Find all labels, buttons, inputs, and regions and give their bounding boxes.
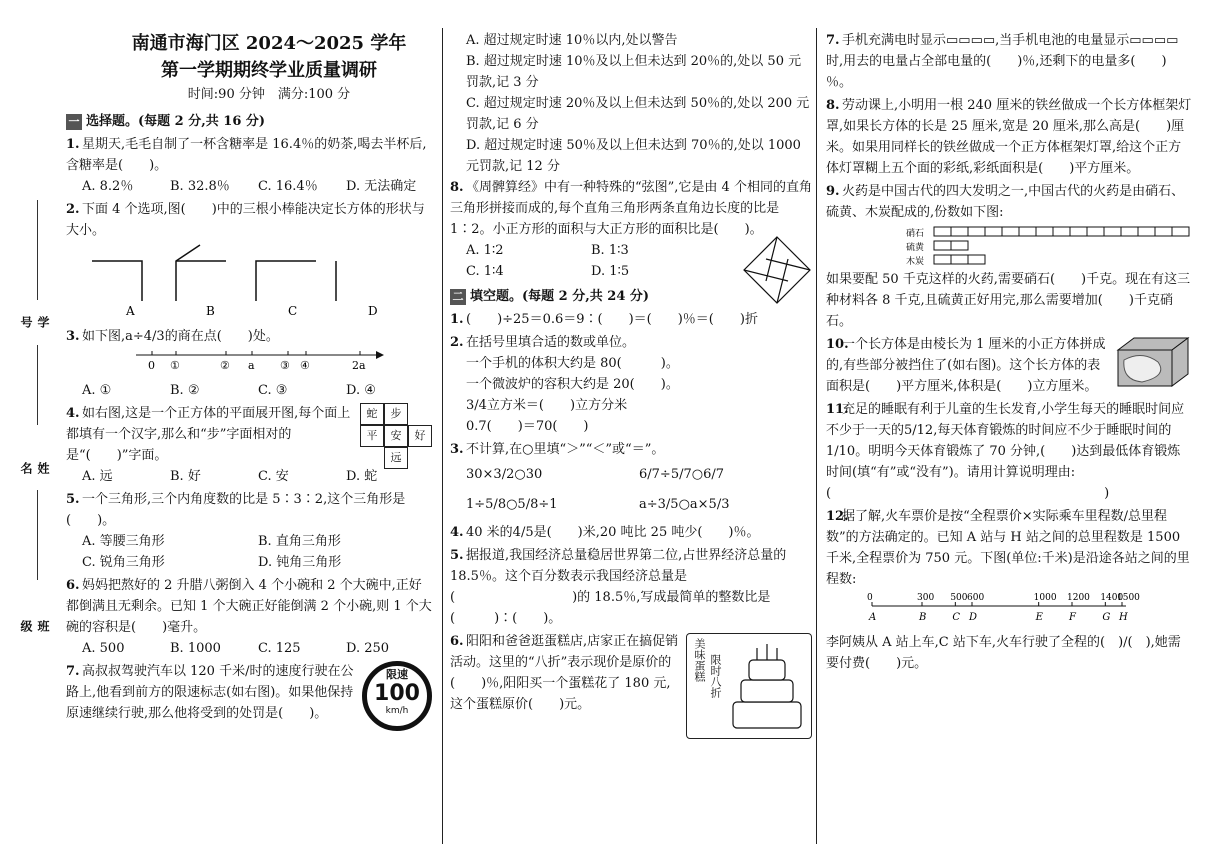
column-3	[826, 30, 1192, 676]
question-text: 一个三角形,三个内角度数的比是 5∶3∶2,这个三角形是( )。	[66, 492, 406, 528]
string-figure	[742, 235, 812, 305]
bar-segment	[1036, 227, 1053, 236]
question-text: 如下图,a÷4/3的商在点( )处。	[82, 329, 279, 344]
rail-tick-label: 300	[917, 593, 935, 603]
rail-tick-label: 0	[867, 593, 873, 603]
q7-option[interactable]: A. 超过规定时速 10％以内,处以警告	[466, 33, 678, 48]
exam-title-line2: 第一学期期终学业质量调研	[161, 60, 377, 81]
question-number: 7.	[826, 33, 840, 48]
question-text: 一个长方体是由棱长为 1 厘米的小正方体拼成的,有些部分被挡住了(如右图)。这个长方体的表面积是( )平方厘米,体积是( )立方厘米。	[826, 337, 1106, 394]
bar-segment	[951, 227, 968, 236]
bar-segment	[985, 227, 1002, 236]
rail-tick-label: 600	[967, 593, 985, 603]
question-text: ( )÷25＝0.6＝9∶( )＝( )％＝( )折	[466, 312, 758, 327]
stick-figures	[66, 241, 406, 317]
question-number: 9.	[826, 184, 840, 199]
bar-label: 硫黄	[906, 243, 925, 253]
option[interactable]: C. 1∶4	[466, 264, 504, 279]
options	[450, 240, 716, 282]
question-number: 8.	[450, 180, 464, 195]
exam-info: 时间:90 分钟 满分:100 分	[187, 87, 351, 102]
question-number: 1.	[450, 312, 464, 327]
question-number: 5.	[66, 492, 80, 507]
fill-2	[450, 332, 812, 437]
bar-segment	[968, 255, 985, 264]
option[interactable]: A. 远	[82, 469, 113, 484]
net-face: 平	[360, 425, 384, 447]
column-2	[450, 30, 812, 717]
station-label: E	[1035, 612, 1043, 623]
bar-segment	[1172, 227, 1189, 236]
tick-label: ②	[220, 359, 230, 372]
station-label: H	[1119, 612, 1128, 623]
question-text: 不计算,在○里填“＞”“＜”或“＝”。	[466, 442, 665, 457]
exam-title-line1: 南通市海门区 2024～2025 学年	[131, 33, 407, 54]
figure-label: A	[126, 304, 135, 317]
question-number: 11.	[826, 402, 849, 417]
options	[66, 638, 434, 659]
option[interactable]: B. ②	[170, 383, 200, 398]
rail-tick-label: 500	[950, 593, 968, 603]
option[interactable]: D. 1∶5	[591, 264, 630, 279]
line: 0.7( )＝70( )	[466, 419, 589, 434]
line: 一个手机的体积大约是 80( )。	[466, 356, 679, 371]
option[interactable]: A. ①	[82, 383, 112, 398]
sign-top-text: 限速	[386, 668, 408, 681]
question-text: 在括号里填合适的数或单位。	[466, 335, 636, 350]
fill-4	[450, 522, 812, 543]
bar-segment	[1070, 227, 1087, 236]
bar-segment	[1019, 227, 1036, 236]
option[interactable]: B. 1∶3	[591, 243, 629, 258]
ad-text: 美味蛋糕	[693, 638, 706, 682]
question-6	[66, 575, 434, 659]
rail-tick-label: 1500	[1117, 593, 1140, 603]
options	[66, 380, 434, 401]
fill-3	[450, 439, 812, 520]
section-heading	[66, 111, 434, 132]
sign-number: 100	[374, 681, 420, 706]
bar-segment	[1087, 227, 1104, 236]
question-text: 据了解,火车票价是按“全程票价×实际乘车里程数/总里程数”的方法确定的。已知 A 站与 H 站之间的总里程数是 1500 千米,全程票价为 750 元。下图(单位:千米)是沿途各站之间的里程数:	[826, 509, 1190, 587]
q7-option[interactable]: C. 超过规定时速 20％及以上但未达到 50％的,处以 200 元罚款,记 6 分	[466, 96, 810, 132]
question-number: 12.	[826, 509, 849, 524]
question-number: 4.	[66, 406, 80, 421]
question-number: 10.	[826, 337, 849, 352]
column-divider	[816, 28, 817, 844]
expression: 1÷5/8○5/8÷1	[466, 497, 558, 512]
column-divider	[442, 28, 443, 844]
question-number: 5.	[450, 548, 464, 563]
figure-label: C	[288, 304, 298, 317]
station-label: C	[952, 612, 960, 623]
question-number: 1.	[66, 137, 80, 152]
figure-a-sticks	[92, 261, 142, 301]
net-face: 安	[384, 425, 408, 447]
bar-segment	[934, 227, 951, 236]
fill-6	[450, 631, 812, 715]
fill-11	[826, 399, 1192, 504]
option[interactable]: A. 8.2％	[82, 179, 134, 194]
figure-b-sticks	[176, 245, 200, 301]
question-number: 2.	[66, 202, 80, 217]
question-text: 下面 4 个选项,图( )中的三根小棒能决定长方体的形状与大小。	[66, 202, 425, 238]
tick-label: ①	[170, 359, 180, 372]
question-text: 据报道,我国经济总量稳居世界第二位,占世界经济总量的 18.5％。这个百分数表示我国经济总量是( )的 18.5％,写成最简单的整数比是( )∶( )。	[450, 548, 787, 626]
line	[37, 345, 38, 425]
class-label: 班级	[19, 620, 50, 632]
bar-segment	[1138, 227, 1155, 236]
fill-8	[826, 95, 1192, 179]
question-number: 6.	[450, 634, 464, 649]
station-label: F	[1069, 612, 1076, 623]
option[interactable]: D. 250	[346, 641, 390, 656]
question-number: 8.	[826, 98, 840, 113]
tick-label: 2a	[352, 359, 366, 372]
net-face: 步	[384, 403, 408, 425]
rail-tick-label: 1000	[1033, 593, 1057, 603]
question-number: 3.	[450, 442, 464, 457]
figure-c-sticks	[256, 261, 316, 301]
figure-label: B	[206, 304, 215, 317]
question-number: 7.	[66, 664, 80, 679]
fill-1	[450, 309, 812, 330]
name-line	[37, 490, 38, 580]
question-text: 妈妈把熬好的 2 升腊八粥倒入 4 个小碗和 2 个大碗中,正好都倒满且无剩余。已知 1 个大碗正好能倒满 2 个小碗,则 1 个大碗的容积是( )毫升。	[66, 578, 432, 635]
bar-segment	[1121, 227, 1138, 236]
option[interactable]: A. 1∶2	[466, 243, 504, 258]
question-text: 如右图,这是一个正方体的平面展开图,每个面上都填有一个汉字,那么和“步”字面相对的是“( )”字面。	[66, 406, 351, 463]
sign-unit: km/h	[385, 706, 409, 716]
bar-segment	[968, 227, 985, 236]
bar-label: 木炭	[906, 257, 925, 267]
station-label: G	[1102, 612, 1111, 623]
option[interactable]: B. 32.8％	[170, 179, 230, 194]
q7-option[interactable]: B. 超过规定时速 10％及以上但未达到 20％的,处以 50 元罚款,记 3 分	[466, 54, 802, 90]
bar-segment	[934, 241, 951, 250]
gunpowder-ratio-bars	[906, 223, 1206, 269]
option[interactable]: B. 直角三角形	[258, 534, 341, 549]
expression: a÷3/5○a×5/3	[639, 497, 730, 512]
question-text: 高叔叔驾驶汽车以 120 千米/时的速度行驶在公路上,他看到前方的限速标志(如右图)。如果他保持原速继续行驶,那么他将受到的处罚是( )。	[66, 664, 354, 721]
option[interactable]: A. 500	[82, 641, 125, 656]
rail-tick-label: 1200	[1067, 593, 1090, 603]
question-2	[66, 199, 434, 324]
fill-10	[826, 334, 1192, 397]
student-id-label: 学号	[19, 316, 50, 328]
options	[66, 176, 434, 197]
option[interactable]: D. 钝角三角形	[258, 555, 342, 570]
fill-12	[826, 506, 1192, 674]
option[interactable]: D. 无法确定	[346, 179, 417, 194]
cake-icon	[727, 638, 807, 734]
expression: 6/7÷5/7○6/7	[639, 467, 725, 482]
q7-option[interactable]: D. 超过规定时速 50％及以上但未达到 70％的,处以 1000 元罚款,记 12 分	[466, 138, 801, 174]
fill-7	[826, 30, 1192, 93]
option[interactable]: B. 1000	[170, 641, 221, 656]
cake-ad	[686, 633, 812, 739]
question-number: 2.	[450, 335, 464, 350]
question-number: 3.	[66, 329, 80, 344]
question-text: 星期天,毛毛自制了一杯含糖率是 16.4％的奶茶,喝去半杯后,含糖率是( )。	[66, 137, 427, 173]
net-face: 好	[408, 425, 432, 447]
section-title: 填空题。(每题 2 分,共 24 分)	[470, 289, 650, 304]
question-text: 火药是中国古代的四大发明之一,中国古代的火药是由硝石、硫黄、木炭配成的,份数如下图:	[826, 184, 1185, 220]
option[interactable]: C. 16.4％	[258, 179, 318, 194]
question-number: 4.	[450, 525, 464, 540]
figure-label: D	[368, 304, 378, 317]
option[interactable]: D. 蛇	[346, 469, 378, 484]
option[interactable]: B. 好	[170, 469, 201, 484]
net-face: 蛇	[360, 403, 384, 425]
bar-segment	[1002, 227, 1019, 236]
bar-segment	[1104, 227, 1121, 236]
question-text: 充足的睡眠有利于儿童的生长发育,小学生每天的睡眠时间应不少于一天的5/12,每天体育锻炼的时间应不少于睡眠时间的1/10。明明今天体育锻炼了 70 分钟,( )达到最低体育锻炼时间(填“有”或“没有”)。请用计算说明理由:( )	[826, 402, 1185, 501]
student-id-line	[37, 200, 38, 300]
fill-9	[826, 181, 1192, 332]
section-number: 一	[66, 114, 82, 130]
question-4	[66, 403, 434, 487]
option[interactable]: C. ③	[258, 383, 288, 398]
question-text: 《周髀算经》中有一种特殊的“弦图”,它是由 4 个相同的直角三角形拼接而成的,每个直角三角形两条直角边长度的比是 1∶2。小正方形的面积与大正方形的面积比是( )。	[450, 180, 812, 237]
question-text: 手机充满电时显示▭▭▭▭,当手机电池的电量显示▭▭▭▭时,用去的电量占全部电量的( )％,还剩下的电量多( )％。	[826, 33, 1179, 90]
fill-5	[450, 545, 812, 629]
options	[66, 466, 434, 487]
tick-label: 0	[148, 359, 155, 372]
question-text: 如果要配 50 千克这样的火药,需要硝石( )千克。现在有这三种材料各 8 千克,且硫黄正好用完,那么需要增加( )千克硝石。	[826, 272, 1191, 329]
question-5	[66, 489, 434, 573]
question-1	[66, 134, 434, 197]
cube-net	[360, 403, 434, 469]
bar-segment	[951, 255, 968, 264]
question-3	[66, 326, 434, 401]
name-label: 姓名	[19, 462, 50, 474]
railway-mileage-line	[866, 590, 1196, 632]
tick-label: ④	[300, 359, 310, 372]
station-label: D	[969, 612, 978, 623]
bar-label: 硝石	[906, 229, 925, 239]
bar-segment	[934, 255, 951, 264]
rail-tick-label: 1400	[1100, 593, 1124, 603]
bar-segment	[1155, 227, 1172, 236]
bar-segment	[1053, 227, 1070, 236]
option[interactable]: A. 等腰三角形	[82, 534, 165, 549]
compare-expressions	[450, 460, 812, 520]
tick-label: a	[248, 359, 255, 372]
question-text: 劳动课上,小明用一根 240 厘米的铁丝做成一个长方体框架灯罩,如果长方体的长是 25 厘米,宽是 20 厘米,那么高是( )厘米。如果用同样长的铁丝做成一个正方体框架灯罩,给这个正方体灯罩糊上五个面的彩纸,彩纸面积是( )平方厘米。	[826, 98, 1192, 176]
option[interactable]: C. 125	[258, 641, 301, 656]
arrow-icon	[376, 351, 384, 359]
bar-segment	[951, 241, 968, 250]
option[interactable]: C. 安	[258, 469, 289, 484]
section-title: 选择题。(每题 2 分,共 16 分)	[86, 114, 266, 129]
question-text: 40 米的4/5是( )米,20 吨比 25 吨少( )％。	[466, 525, 760, 540]
cuboid-figure	[1112, 336, 1192, 390]
question-number: 6.	[66, 578, 80, 593]
net-face: 远	[384, 447, 408, 469]
speed-limit-sign	[362, 661, 432, 731]
station-label: A	[869, 612, 877, 623]
section-number: 二	[450, 289, 466, 305]
option[interactable]: D. ④	[346, 383, 376, 398]
question-text: 李阿姨从 A 站上车,C 站下车,火车行驶了全程的( )/( ),她需要付费( )元。	[826, 635, 1181, 671]
options	[66, 531, 434, 573]
question-8	[450, 177, 812, 282]
ad-text: 限时八折	[709, 654, 722, 698]
line: 3/4立方米＝( )立方分米	[466, 398, 628, 413]
number-line	[66, 347, 406, 373]
question-7	[66, 661, 434, 724]
expression: 30×3/2○30	[466, 467, 543, 482]
station-label: B	[919, 612, 927, 623]
line: 一个微波炉的容积大约是 20( )。	[466, 377, 679, 392]
question-text: 阳阳和爸爸逛蛋糕店,店家正在搞促销活动。这里的“八折”表示现价是原价的( )％,阳阳买一个蛋糕花了 180 元,这个蛋糕原价( )元。	[450, 634, 679, 712]
option[interactable]: C. 锐角三角形	[82, 555, 165, 570]
column-1	[66, 30, 434, 726]
tick-label: ③	[280, 359, 290, 372]
